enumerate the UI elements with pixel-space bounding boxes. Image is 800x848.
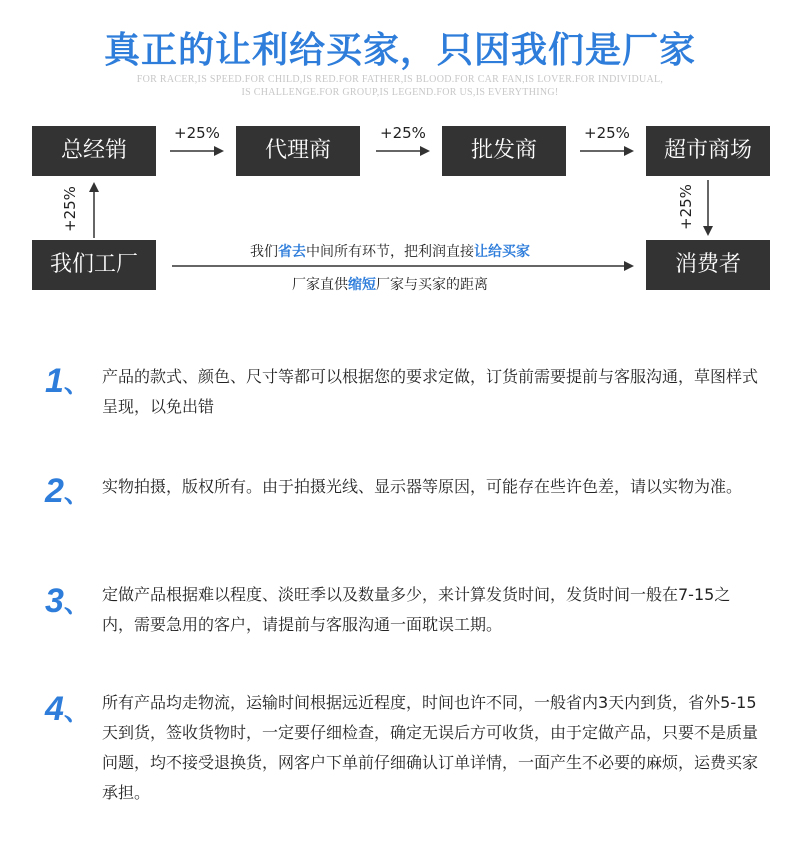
middle-1-d: 让给买家 — [474, 244, 530, 260]
note-text: 产品的款式、颜色、尺寸等都可以根据您的要求定做，订货前需要提前与客服沟通，草图样式呈现，以免出错 — [102, 367, 759, 416]
note-number: 4、 — [45, 690, 90, 728]
note-text: 所有产品均走物流，运输时间根据远近程度，时间也许不同，一般省内3天内到货，省外5-15天到货，签收货物时，一定要仔细检查，确定无误后方可收货，由于定做产品，只要不是质量问题，均不接受退换货，网客户下单前仔细确认订单详情，一面产生不必要的麻烦，运费买家承担。 — [102, 693, 759, 802]
middle-text-line-2 — [170, 274, 610, 294]
note-number: 2、 — [45, 472, 90, 510]
markup-label-4: +25% — [61, 186, 79, 232]
middle-2-c: 厂家与买家的距离 — [376, 277, 488, 293]
box-factory: 我们工厂 — [32, 240, 156, 290]
middle-2-b: 缩短 — [348, 277, 376, 293]
markup-label-1: +25% — [174, 124, 220, 142]
subtitle-line-1: FOR RACER,IS SPEED.FOR CHILD,IS RED.FOR FATHER,IS BLOOD.FOR CAR FAN,IS LOVER.FOR INDIVIDUAL, — [136, 74, 664, 85]
middle-1-c: 中间所有环节，把利润直接 — [306, 244, 474, 260]
box-supermarket: 超市商场 — [646, 126, 770, 176]
middle-1-a: 我们 — [250, 244, 278, 260]
markup-label-2: +25% — [380, 124, 426, 142]
box-distributor: 总经销 — [32, 126, 156, 176]
middle-text-line-1 — [170, 241, 610, 261]
page-title: 真正的让利给买家，只因我们是厂家 — [103, 30, 696, 71]
subtitle-line-2: IS CHALLENGE.FOR GROUP,IS LEGEND.FOR US,IS EVERYTHING! — [241, 87, 559, 98]
box-consumer: 消费者 — [646, 240, 770, 290]
markup-label-3: +25% — [584, 124, 630, 142]
box-wholesaler: 批发商 — [442, 126, 566, 176]
middle-2-a: 厂家直供 — [292, 277, 348, 293]
note-number: 1、 — [45, 362, 90, 400]
middle-1-b: 省去 — [278, 244, 306, 260]
box-agent: 代理商 — [236, 126, 360, 176]
markup-label-5: +25% — [677, 184, 695, 230]
note-text: 定做产品根据难以程度、淡旺季以及数量多少，来计算发货时间，发货时间一般在7-15之内，需要急用的客户，请提前与客服沟通一面耽误工期。 — [102, 585, 731, 634]
note-text: 实物拍摄，版权所有。由于拍摄光线、显示器等原因，可能存在些许色差，请以实物为准。 — [102, 477, 743, 496]
note-number: 3、 — [45, 582, 90, 620]
